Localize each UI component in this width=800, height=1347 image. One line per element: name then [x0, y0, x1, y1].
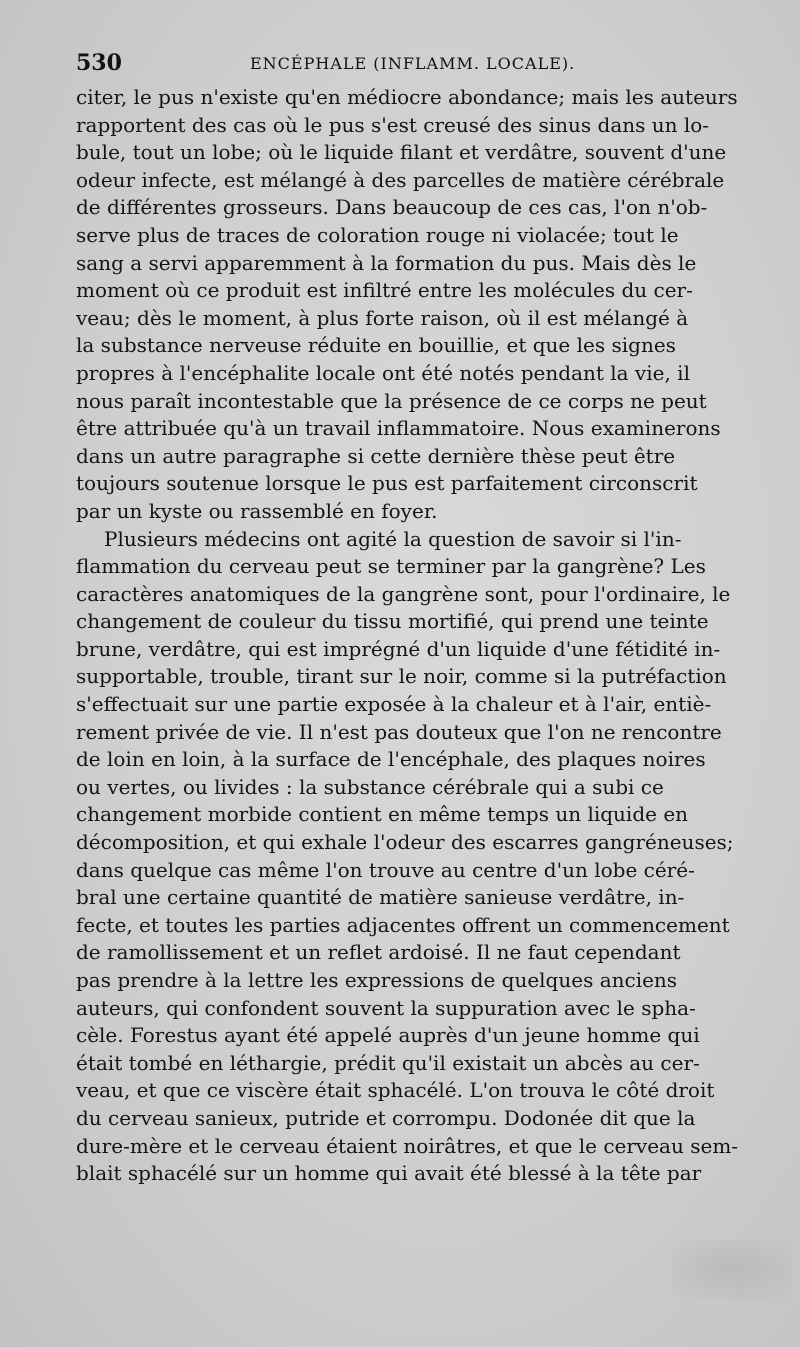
- text-line: supportable, trouble, tirant sur le noir, comme si la putréfaction: [76, 664, 727, 689]
- running-head: ENCÉPHALE (INFLAMM. LOCALE).: [250, 54, 576, 73]
- text-line: de loin en loin, à la surface de l'encéphale, des plaques noires: [76, 747, 706, 772]
- text-line: flammation du cerveau peut se terminer par la gangrène? Les: [76, 554, 706, 579]
- text-line: dans quelque cas même l'on trouve au centre d'un lobe céré-: [76, 857, 695, 882]
- text-line: sang a servi apparemment à la formation du pus. Mais dès le: [76, 250, 697, 275]
- text-line: de ramollissement et un reflet ardoisé. Il ne faut cependant: [76, 940, 681, 965]
- text-line: blait sphacélé sur un homme qui avait été blessé à la tête par: [76, 1161, 702, 1186]
- text-line: ou vertes, ou livides : la substance cérébrale qui a subi ce: [76, 774, 664, 799]
- scan-blemish: [672, 1239, 792, 1299]
- text-line: était tombé en léthargie, prédit qu'il existait un abcès au cer-: [76, 1050, 700, 1075]
- text-line: odeur infecte, est mélangé à des parcelles de matière cérébrale: [76, 167, 725, 192]
- text-line: de différentes grosseurs. Dans beaucoup de ces cas, l'on n'ob-: [76, 195, 708, 220]
- text-line: du cerveau sanieux, putride et corrompu. Dodonée dit que la: [76, 1105, 696, 1130]
- text-line: s'effectuait sur une partie exposée à la chaleur et à l'air, entiè-: [76, 692, 712, 717]
- text-line: dure-mère et le cerveau étaient noirâtres, et que le cerveau sem-: [76, 1133, 739, 1158]
- text-line: serve plus de traces de coloration rouge ni violacée; tout le: [76, 222, 679, 247]
- text-line: cèle. Forestus ayant été appelé auprès d'un jeune homme qui: [76, 1023, 700, 1048]
- text-line: nous paraît incontestable que la présence de ce corps ne peut: [76, 388, 707, 413]
- text-line: changement de couleur du tissu mortifié, qui prend une teinte: [76, 609, 709, 634]
- text-line: être attribuée qu'à un travail inflammatoire. Nous examinerons: [76, 416, 721, 441]
- text-line: rapportent des cas où le pus s'est creusé des sinus dans un lo-: [76, 112, 710, 137]
- text-line: dans un autre paragraphe si cette dernière thèse peut être: [76, 443, 676, 468]
- text-line: pas prendre à la lettre les expressions de quelques anciens: [76, 968, 678, 992]
- page-number: 530: [76, 50, 122, 76]
- text-line: citer, le pus n'existe qu'en médiocre abondance; mais les auteurs: [76, 85, 738, 109]
- text-line: changement morbide contient en même temps un liquide en: [76, 802, 689, 827]
- text-line: bule, tout un lobe; où le liquide filant et verdâtre, souvent d'une: [76, 140, 727, 165]
- text-line: propres à l'encéphalite locale ont été notés pendant la vie, il: [76, 360, 690, 385]
- body-text: [76, 84, 744, 1188]
- page-header: [76, 46, 740, 82]
- text-line: la substance nerveuse réduite en bouillie, et que les signes: [76, 333, 676, 358]
- text-line: brune, verdâtre, qui est imprégné d'un liquide d'une fétidité in-: [76, 636, 721, 661]
- text-line: veau; dès le moment, à plus forte raison, où il est mélangé à: [76, 305, 689, 330]
- text-line: fecte, et toutes les parties adjacentes offrent un commencement: [76, 912, 730, 937]
- text-line: moment où ce produit est infiltré entre les molécules du cer-: [76, 278, 693, 303]
- text-line: veau, et que ce viscère était sphacélé. L'on trouva le côté droit: [76, 1078, 715, 1103]
- text-line: par un kyste ou rassemblé en foyer.: [76, 498, 438, 523]
- text-line: caractères anatomiques de la gangrène sont, pour l'ordinaire, le: [76, 581, 731, 606]
- paragraph-start-line: Plusieurs médecins ont agité la question de savoir si l'in-: [104, 526, 682, 551]
- text-line: rement privée de vie. Il n'est pas douteux que l'on ne rencontre: [76, 719, 722, 744]
- text-line: auteurs, qui confondent souvent la suppuration avec le spha-: [76, 995, 696, 1020]
- text-line: toujours soutenue lorsque le pus est parfaitement circonscrit: [76, 471, 698, 496]
- text-line: bral une certaine quantité de matière sanieuse verdâtre, in-: [76, 885, 685, 910]
- text-line: décomposition, et qui exhale l'odeur des escarres gangréneuses;: [76, 830, 734, 855]
